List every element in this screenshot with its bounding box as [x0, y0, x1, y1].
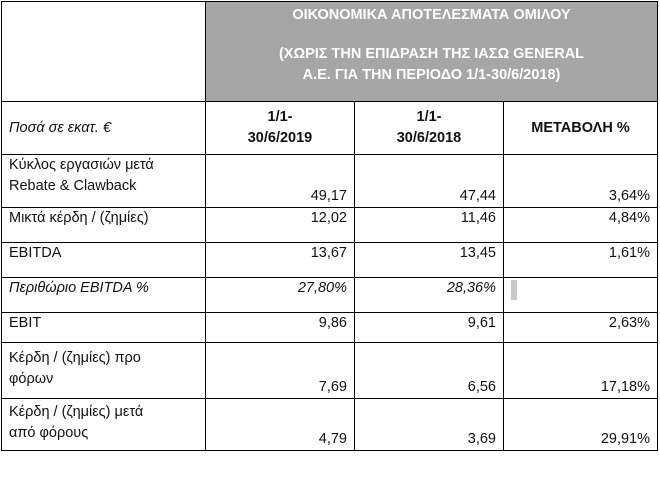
value-change: 29,91% [504, 399, 658, 451]
table-row [2, 313, 658, 343]
value-2019: 7,69 [206, 343, 355, 399]
table-row [2, 399, 658, 451]
value-2019: 4,79 [206, 399, 355, 451]
value-2018: 13,45 [355, 243, 504, 278]
value-2019: 49,17 [206, 155, 355, 208]
value-change: 1,61% [504, 243, 658, 278]
value-2018: 3,69 [355, 399, 504, 451]
row-label: EBIT [2, 313, 206, 343]
column-header-change: ΜΕΤΑΒΟΛΗ % [504, 102, 658, 155]
empty-corner-cell [2, 2, 206, 102]
value-2019: 13,67 [206, 243, 355, 278]
row-label: Κύκλος εργασιών μετά Rebate & Clawback [2, 155, 206, 208]
value-2019: 9,86 [206, 313, 355, 343]
value-2018: 11,46 [355, 208, 504, 243]
row-label: Περιθώριο EBITDA % [2, 278, 206, 313]
table-row [2, 208, 658, 243]
table-title [206, 2, 658, 102]
column-header-2019: 1/1- 30/6/2019 [206, 102, 355, 155]
value-change: 4,84% [504, 208, 658, 243]
value-change: 2,63% [504, 313, 658, 343]
units-label: Ποσά σε εκατ. € [2, 102, 206, 155]
column-header-2018: 1/1- 30/6/2018 [355, 102, 504, 155]
title-line-2: (ΧΩΡΙΣ ΤΗΝ ΕΠΙΔΡΑΣΗ ΤΗΣ ΙΑΣΩ GENERAL [278, 46, 585, 62]
value-2018: 6,56 [355, 343, 504, 399]
row-label: EBITDA [2, 243, 206, 278]
row-label: Μικτά κέρδη / (ζημίες) [2, 208, 206, 243]
value-change [504, 278, 658, 313]
value-2018: 28,36% [355, 278, 504, 313]
row-label: Κέρδη / (ζημίες) προ φόρων [2, 343, 206, 399]
value-2019: 27,80% [206, 278, 355, 313]
table-row [2, 278, 658, 313]
empty-cell-marker [511, 280, 517, 300]
row-label: Κέρδη / (ζημίες) μετά από φόρους [2, 399, 206, 451]
value-2018: 9,61 [355, 313, 504, 343]
value-2019: 12,02 [206, 208, 355, 243]
title-line-3: Α.Ε. ΓΙΑ ΤΗΝ ΠΕΡΙΟΔΟ 1/1-30/6/2018) [302, 67, 561, 83]
table-row [2, 343, 658, 399]
value-change: 3,64% [504, 155, 658, 208]
table-row [2, 243, 658, 278]
value-2018: 47,44 [355, 155, 504, 208]
header-row [2, 102, 658, 155]
title-row [2, 2, 658, 102]
financial-results-table [1, 1, 658, 451]
value-change: 17,18% [504, 343, 658, 399]
title-line-1: ΟΙΚΟΝΟΜΙΚΑ ΑΠΟΤΕΛΕΣΜΑΤΑ ΟΜΙΛΟΥ [292, 7, 571, 23]
table-row [2, 155, 658, 208]
